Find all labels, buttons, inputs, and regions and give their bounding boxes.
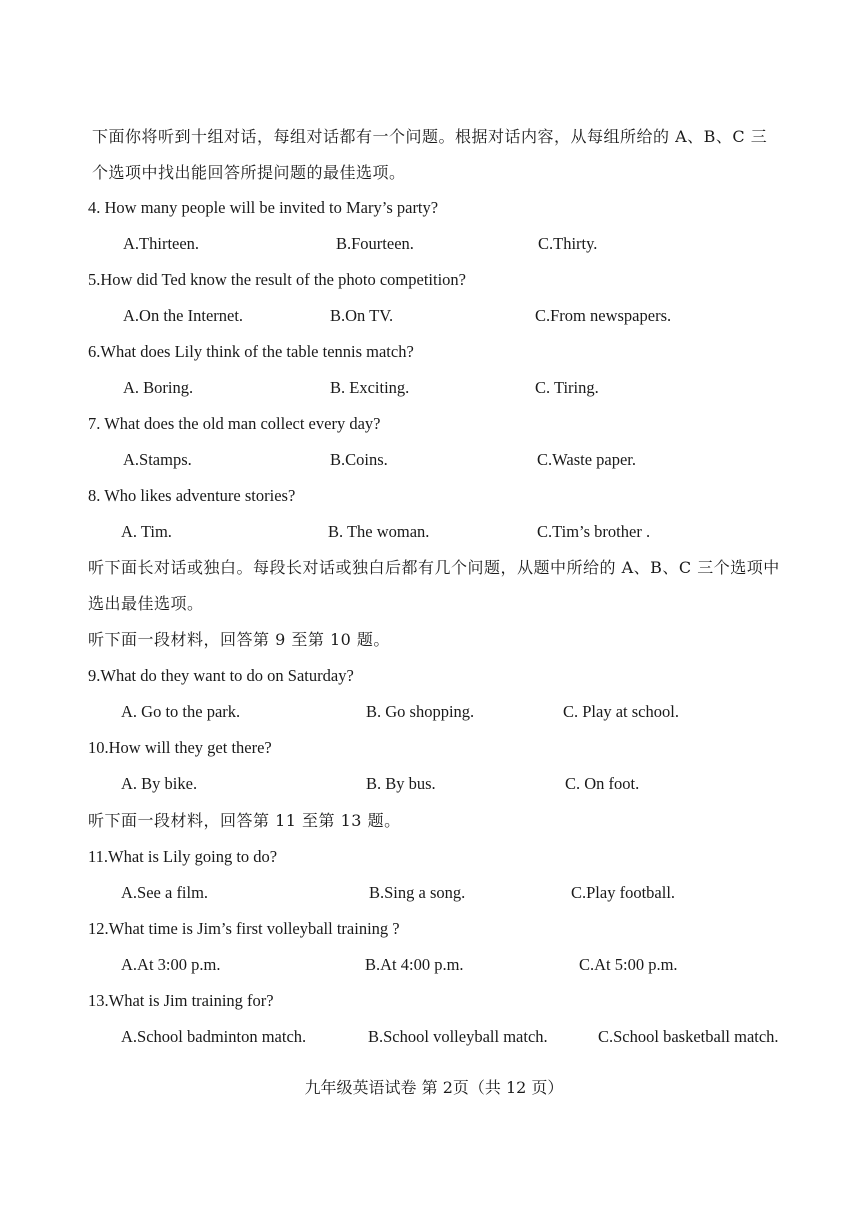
question-8-option-b: B. The woman. <box>328 522 430 541</box>
question-5-option-b: B.On TV. <box>330 306 394 325</box>
question-13-option-c: C.School basketball match. <box>598 1027 779 1046</box>
question-4-option-c: C.Thirty. <box>538 234 598 253</box>
question-7: 7. What does the old man collect every day? <box>88 414 381 433</box>
question-9-option-a: A. Go to the park. <box>121 702 241 721</box>
material-2-heading: 听下面一段材料，回答第 11 至第 13 题。 <box>88 811 401 830</box>
question-10: 10.How will they get there? <box>88 738 272 757</box>
question-12: 12.What time is Jim’s first volleyball training ? <box>88 919 400 938</box>
question-8-option-c: C.Tim’s brother . <box>537 522 651 541</box>
question-5-option-c: C.From newspapers. <box>535 306 672 325</box>
question-6-option-c: C. Tiring. <box>535 378 599 397</box>
question-13: 13.What is Jim training for? <box>88 991 274 1010</box>
question-8-option-a: A. Tim. <box>121 522 172 541</box>
question-12-option-b: B.At 4:00 p.m. <box>365 955 464 974</box>
question-10-option-a: A. By bike. <box>121 774 198 793</box>
question-11-option-a: A.See a film. <box>121 883 209 902</box>
question-13-option-a: A.School badminton match. <box>121 1027 307 1046</box>
material-1-heading: 听下面一段材料，回答第 9 至第 10 题。 <box>88 630 390 649</box>
question-12-option-a: A.At 3:00 p.m. <box>121 955 221 974</box>
question-9-option-c: C. Play at school. <box>563 702 679 721</box>
question-5-option-a: A.On the Internet. <box>123 306 244 325</box>
question-6-option-a: A. Boring. <box>123 378 194 397</box>
question-10-option-c: C. On foot. <box>565 774 640 793</box>
page-footer: 九年级英语试卷 第 2页（共 12 页） <box>304 1078 564 1097</box>
question-11-option-b: B.Sing a song. <box>369 883 466 902</box>
question-13-option-b: B.School volleyball match. <box>368 1027 548 1046</box>
question-7-option-c: C.Waste paper. <box>537 450 637 469</box>
question-6: 6.What does Lily think of the table tennis match? <box>88 342 414 361</box>
section1-instruction-line1: 下面你将听到十组对话，每组对话都有一个问题。根据对话内容，从每组所给的 A、B、C 三 <box>92 127 768 146</box>
question-4-option-a: A.Thirteen. <box>123 234 200 253</box>
question-7-option-b: B.Coins. <box>330 450 388 469</box>
question-8: 8. Who likes adventure stories? <box>88 486 296 505</box>
question-11-option-c: C.Play football. <box>571 883 676 902</box>
section2-instruction-line1: 听下面长对话或独白。每段长对话或独白后都有几个问题，从题中所给的 A、B、C 三个选项中 <box>88 558 780 577</box>
question-12-option-c: C.At 5:00 p.m. <box>579 955 678 974</box>
question-4: 4. How many people will be invited to Mary’s party? <box>88 198 439 217</box>
question-6-option-b: B. Exciting. <box>330 378 410 397</box>
question-5: 5.How did Ted know the result of the photo competition? <box>88 270 466 289</box>
question-10-option-b: B. By bus. <box>366 774 436 793</box>
section2-instruction-line2: 选出最佳选项。 <box>88 594 204 613</box>
question-9: 9.What do they want to do on Saturday? <box>88 666 354 685</box>
question-11: 11.What is Lily going to do? <box>88 847 278 866</box>
section1-instruction-line2: 个选项中找出能回答所提问题的最佳选项。 <box>92 163 406 182</box>
question-9-option-b: B. Go shopping. <box>366 702 475 721</box>
question-7-option-a: A.Stamps. <box>123 450 192 469</box>
question-4-option-b: B.Fourteen. <box>336 234 414 253</box>
